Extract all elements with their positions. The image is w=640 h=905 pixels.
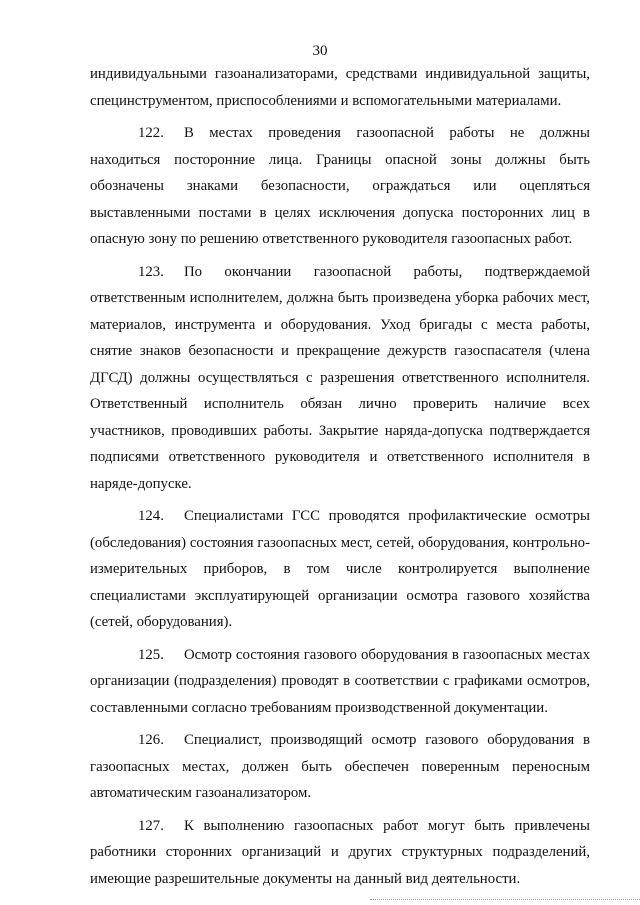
paragraph-126	[90, 727, 590, 807]
paragraph-124	[90, 503, 590, 636]
paragraph-number: 123.	[138, 263, 164, 280]
scan-edge-line	[370, 899, 640, 900]
document-body	[90, 61, 590, 892]
paragraph-text: В местах проведения газоопасной работы не должны находиться посторонние лица. Границы опасной зоны должны быть обозначены знаками безопасности, ограждаться или оцепляться выставленными постами в целях исключения допуска посторонних лиц в опасную зону по решению ответственного руководителя газоопасных работ.	[90, 125, 590, 247]
paragraph-number: 126.	[138, 732, 164, 748]
paragraph-123	[90, 259, 590, 498]
paragraph-text: Специалист, производящий осмотр газового оборудования в газоопасных местах, должен быть обеспечен поверенным переносным автоматическим газоанализатором.	[90, 732, 590, 801]
paragraph-122	[90, 120, 590, 253]
paragraph-125	[90, 642, 590, 722]
page-number: 30	[312, 43, 328, 59]
paragraph-number: 127.	[138, 817, 164, 834]
paragraph-number: 122.	[138, 125, 164, 141]
intro-paragraph: индивидуальными газоанализаторами, средствами индивидуальной защиты, специнструментом, приспособлениями и вспомогательными материалами.	[90, 66, 590, 109]
paragraph-text: Осмотр состояния газового оборудования в газоопасных местах организации (подразделения) проводят в соответствии с графиками осмотров, составленными согласно требованиям производственной документации.	[90, 646, 590, 716]
paragraph-127	[90, 813, 590, 893]
paragraph-number: 125.	[138, 646, 164, 663]
paragraph-number: 124.	[138, 508, 164, 524]
paragraph-text: По окончании газоопасной работы, подтверждаемой ответственным исполнителем, должна быть произведена уборка рабочих мест, материалов, инструмента и оборудования. Уход бригады с места работы, снятие знаков безопасности и прекращение дежурств газоспасателя (члена ДГСД) должны осуществляться с разрешения ответственного исполнителя. Ответственный исполнитель обязан лично проверить наличие всех участников, проводивших работы. Закрытие наряда-допуска подтверждается подписями ответственного руководителя и ответственного исполнителя в наряде-допуске.	[90, 263, 590, 492]
paragraph-text: К выполнению газоопасных работ могут быть привлечены работники сторонних организаций и других структурных подразделений, имеющие разрешительные документы на данный вид деятельности.	[90, 817, 590, 887]
paragraph-text: Специалистами ГСС проводятся профилактические осмотры (обследования) состояния газоопасных мест, сетей, оборудования, контрольно-измерительных приборов, в том числе контролируется выполнение специалистами эксплуатирующей организации осмотра газового хозяйства (сетей, оборудования).	[90, 508, 590, 630]
